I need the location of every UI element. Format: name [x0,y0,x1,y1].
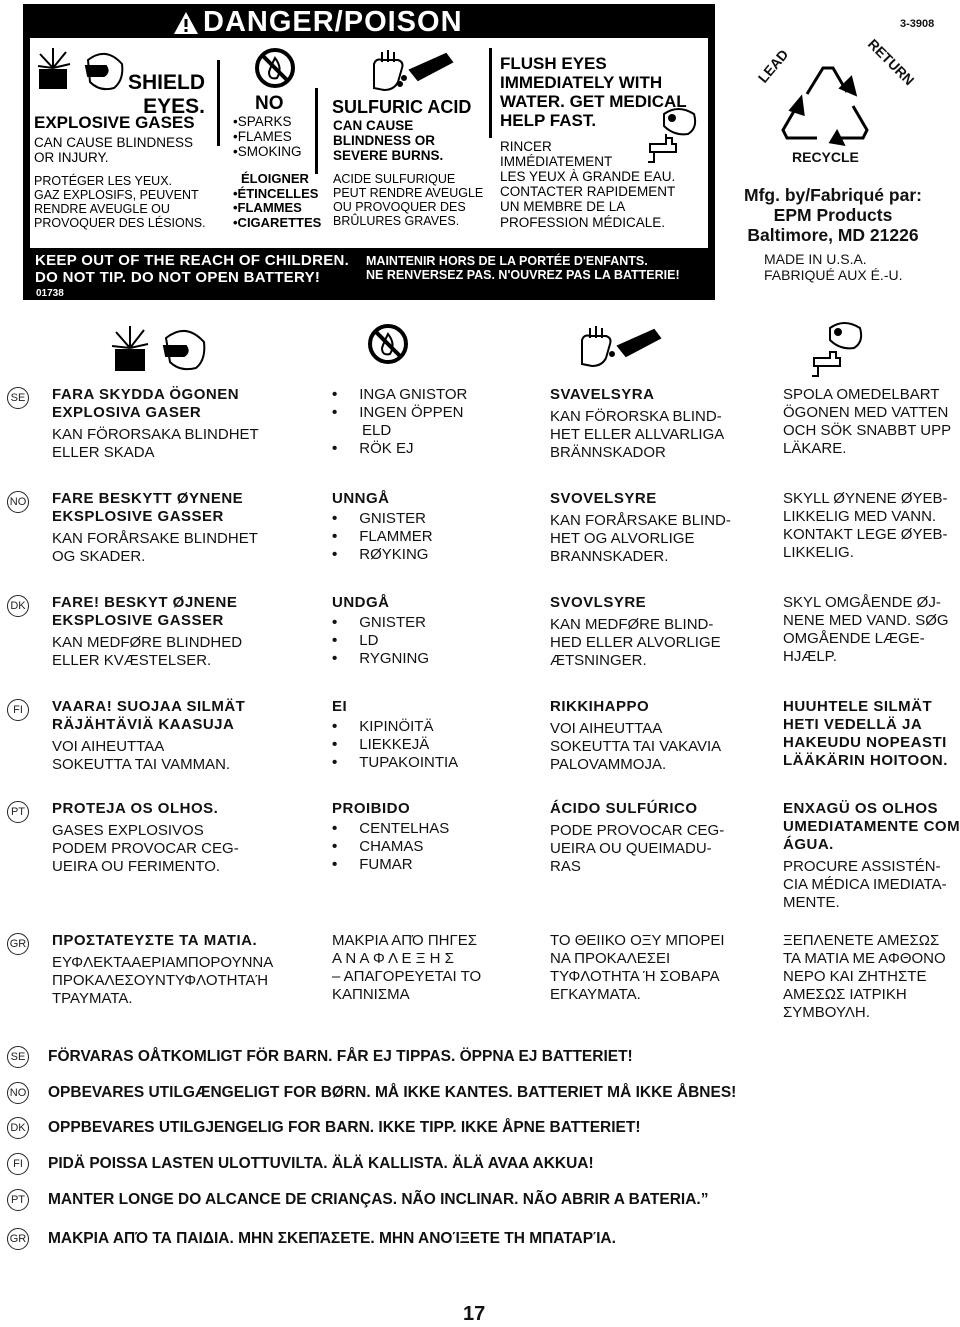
row-dk-col-2 [332,594,429,668]
list-item: • GNISTER [332,614,429,632]
cell-text: ΤΑ ΜΑΤΙΑ ΜΕ ΑΦΘΟΝΟ [783,950,946,967]
cell-text: ÆTSNINGER. [550,652,647,669]
cell-text: VOI AIHEUTTAA [550,720,663,737]
language-code-badge: FI [7,1153,29,1175]
row-fi-col-2 [332,698,458,772]
cell-heading: ENXAGÜ OS OLHOS [783,800,939,817]
cell-text: LIKKELIG. [783,544,854,561]
return-text: RETURN [864,35,918,89]
keep-away-text: PIDÄ POISSA LASTEN ULOTTUVILTA. ÄLÄ KALLISTA. ÄLÄ AVAA AKKUA! [48,1155,594,1172]
row-se-col-4 [783,386,951,458]
list-item: • KIPINÖITÄ [332,718,458,736]
row-pt-col-3 [550,800,724,876]
cell-heading: RIKKIHAPPO [550,698,650,715]
cell-text: ΞΕΠΛΕΝΕΤΕ ΑΜΕΣΩΣ [783,932,940,949]
label-white-panel [30,38,708,248]
cell-text: ΕΓΚΑΥΜΑΤΑ. [550,986,641,1003]
list-item: • LIEKKEJÄ [332,736,458,754]
cell-heading: SVAVELSYRA [550,386,655,403]
list-item: • FLAMMER [332,528,433,546]
column-divider [489,48,492,138]
row-se-col-1 [52,386,259,462]
cell-text: OG SKADER. [52,548,146,565]
danger-title: DANGER/POISON [203,6,463,38]
language-code-badge: PT [7,801,29,823]
row-fi-col-1 [52,698,245,774]
list-item: – ΑΠΑΓΟΡΕΥΕΤΑΙ ΤΟ [332,968,482,985]
column-divider [315,88,318,174]
shield-eyes-title: SHIELD EYES. [127,71,205,118]
list-item: • FUMAR [332,856,449,874]
cell-text: SKYL OMGÅENDE ØJ- [783,594,941,611]
cell-text: ΣΥΜΒΟΥΛΗ. [783,1004,870,1021]
cell-heading: HUUHTELE SILMÄT [783,698,933,715]
cell-heading: SVOVLSYRE [550,594,647,611]
cell-text: NENE MED VAND. SØG [783,612,949,629]
cell-heading: UMEDIATAMENTE COM [783,818,960,835]
list-item: • INGEN ÖPPEN [332,404,467,422]
cell-text: ΤΥΦΛΟΤΗΤΑ Ή ΣΟΒΑΡΑ [550,968,720,985]
row-pt-col-2 [332,800,449,874]
cell-text: PODEM PROVOCAR CEG- [52,840,239,857]
list-item: ELD [362,422,392,439]
keep-away-text: MANTER LONGE DO ALCANCE DE CRIANÇAS. NÃO INCLINAR. NÃO ABRIR A BATERIA.” [48,1191,709,1208]
language-code-badge: PT [7,1189,29,1211]
language-code-badge: GR [7,933,29,955]
list-item: • RÖK EJ [332,440,467,458]
danger-label [23,4,715,300]
cell-text: KAN MEDFØRE BLINDHED [52,634,243,651]
cell-text: KAN FÖRORSKA BLIND- [550,408,722,425]
row-gr-col-3 [550,932,725,1004]
cell-heading: FARA SKYDDA ÖGONEN [52,386,240,403]
row-no-col-2 [332,490,433,564]
flush-eyes-title: FLUSH EYES IMMEDIATELY WITH WATER. GET MEDICAL HELP FAST. [500,54,687,131]
cell-text: ΤΡΑΥΜΑΤΑ. [52,990,133,1007]
cell-heading: FARE! BESKYT ØJNENE [52,594,238,611]
cell-text: ELLER SKADA [52,444,155,461]
cell-text: OMGÅENDE LÆGE- [783,630,925,647]
cell-text: ELLER KVÆSTELSER. [52,652,212,669]
made-in: MADE IN U.S.A. FABRIQUÉ AUX É.-U. [764,251,903,284]
cell-text: SKYLL ØYNENE ØYEB- [783,490,948,507]
flush-body-fr: RINCER IMMÉDIATEMENT LES YEUX À GRANDE EAU. CONTACTER RAPIDEMENT UN MEMBRE DE LA PROFESSION MÉDICALE. [500,139,676,230]
no-flame-icon [366,322,410,366]
cell-text: ΑΜΕΣΩΣ ΙΑΤΡΙΚΗ [783,986,907,1003]
cell-text: CIA MÉDICA IMEDIATA- [783,876,947,893]
cell-text: UEIRA OU QUEIMADU- [550,840,712,857]
list-item: • RYGNING [332,650,429,668]
cell-text: ΕΥΦΛΕΚΤΑΑΕΡΙΑΜΠΟΡΟΥΝΝΑ [52,954,274,971]
row-no-col-4 [783,490,948,562]
list-item: • GNISTER [332,510,433,528]
language-code-badge: GR [7,1228,29,1250]
list-item: • CENTELHAS [332,820,449,838]
language-code-badge: DK [7,595,29,617]
explosion-eye-shield-icon [36,44,126,92]
cell-text: HED ELLER ALVORLIGE [550,634,721,651]
row-se-col-3 [550,386,724,462]
cell-heading: HETI VEDELLÄ JA [783,716,923,733]
cell-heading: RÄJÄHTÄVIÄ KAASUJA [52,716,235,733]
cell-text: PROCURE ASSISTÉN- [783,858,941,875]
language-code-badge: NO [7,1082,29,1104]
cell-text: ΝΑ ΠΡΟΚΑΛΕΣΕΙ [550,950,671,967]
cell-heading: VAARA! SUOJAA SILMÄT [52,698,246,715]
acid-body-en: CAN CAUSE BLINDNESS OR SEVERE BURNS. [333,118,444,164]
cell-text: RAS [550,858,581,875]
row-se-col-2 [332,386,467,458]
eyes-body-fr: PROTÉGER LES YEUX. GAZ EXPLOSIFS, PEUVENT RENDRE AVEUGLE OU PROVOQUER DES LÉSIONS. [34,174,206,230]
keep-away-text: OPPBEVARES UTILGJENGELIG FOR BARN. IKKE TIPP. IKKE ÅPNE BATTERIET! [48,1119,641,1136]
keep-away-text: OPBEVARES UTILGÆNGELIGT FOR BØRN. MÅ IKKE KANTES. BATTERIET MÅ IKKE ÅBNES! [48,1084,737,1101]
no-items-en: •SPARKS •FLAMES •SMOKING [233,114,302,160]
list-item: • RØYKING [332,546,433,564]
list-item: ΚΑΠΝΙΣΜΑ [332,986,410,1003]
lead-text: LEAD [754,46,792,86]
no-items-fr: ÉLOIGNER •ÉTINCELLES •FLAMMES •CIGARETTES [233,171,322,230]
cell-text: ΝΕΡΟ ΚΑΙ ΖΗΤΗΣΤΕ [783,968,927,985]
row-pt-col-4 [783,800,960,912]
cell-heading: EKSPLOSIVE GASSER [52,612,224,629]
row-no-col-1 [52,490,258,566]
page-number: 17 [463,1303,486,1325]
keep-away-text: ΜΑΚΡΙΑ ΑΠΌ ΤΑ ΠΑΙΔΙΑ. ΜΗΝ ΣΚΕΠΆΣΕΤΕ. ΜΗΝ ΑΝΟΊΞΕΤΕ ΤΗ ΜΠΑΤΑΡΊΑ. [48,1230,616,1247]
label-part-number: 01738 [36,288,64,299]
row-dk-col-1 [52,594,242,670]
cell-heading: EKSPLOSIVE GASSER [52,508,224,525]
acid-body-fr: ACIDE SULFURIQUE PEUT RENDRE AVEUGLE OU PROVOQUER DES BRÛLURES GRAVES. [333,172,484,228]
no-flame-icon [253,46,297,90]
list-item: • CHAMAS [332,838,449,856]
cell-text: PALOVAMMOJA. [550,756,667,773]
recycle-text: RECYCLE [792,149,859,165]
cell-text: HET ELLER ALLVARLIGA [550,426,725,443]
cell-heading: UNNGÅ [332,490,390,507]
acid-pour-hand-icon [370,44,460,94]
cell-heading: SVOVELSYRE [550,490,657,507]
eyes-body-en: CAN CAUSE BLINDNESS OR INJURY. [34,135,194,166]
cell-heading: ÁCIDO SULFÚRICO [550,800,698,817]
list-item: Α Ν Α Φ Λ Ε Ξ Η Σ [332,950,454,967]
language-code-badge: FI [7,699,29,721]
cell-text: BRANNSKADER. [550,548,669,565]
explosion-eye-shield-icon [110,320,210,376]
row-fi-col-4 [783,698,948,770]
cell-text: BRÄNNSKADOR [550,444,666,461]
row-fi-col-3 [550,698,721,774]
cell-text: VOI AIHEUTTAA [52,738,165,755]
cell-text: KONTAKT LEGE ØYEB- [783,526,948,543]
language-code-badge: SE [7,1046,29,1068]
keep-out-en: KEEP OUT OF THE REACH OF CHILDREN. DO NOT TIP. DO NOT OPEN BATTERY! [35,252,350,286]
language-code-badge: DK [7,1117,29,1139]
cell-text: HJÆLP. [783,648,837,665]
cell-heading: EXPLOSIVA GASER [52,404,202,421]
cell-text: UEIRA OU FERIMENTO. [52,858,221,875]
keep-out-fr: MAINTENIR HORS DE LA PORTÉE D'ENFANTS. NE RENVERSEZ PAS. N'OUVREZ PAS LA BATTERIE! [366,254,680,282]
cell-text: ΤΟ ΘΕΙΙΚΟ ΟΞΥ ΜΠΟΡΕΙ [550,932,725,949]
cell-text: KAN FORÅRSAKE BLIND- [550,512,731,529]
cell-text: KAN MEDFØRE BLIND- [550,616,714,633]
cell-text: KAN FÖRORSAKA BLINDHET [52,426,259,443]
cell-text: SPOLA OMEDELBART [783,386,940,403]
warning-triangle-icon [173,11,199,35]
cell-text: PODE PROVOCAR CEG- [550,822,725,839]
row-dk-col-4 [783,594,949,666]
cell-text: KAN FORÅRSAKE BLINDHET [52,530,258,547]
cell-heading: FARE BESKYTT ØYNENE [52,490,244,507]
language-code-badge: NO [7,491,29,513]
cell-heading: HAKEUDU NOPEASTI [783,734,947,751]
language-code-badge: SE [7,387,29,409]
eye-wash-faucet-icon [808,318,868,380]
list-item: ΜΑΚΡΙΑ ΑΠΌ ΠΗΓΕΣ [332,932,478,949]
row-gr-col-1 [52,932,273,1008]
cell-text: MENTE. [783,894,840,911]
recycle-panel [722,6,960,302]
row-gr-col-4 [783,932,946,1022]
row-no-col-3 [550,490,731,566]
cell-text: SOKEUTTA TAI VAKAVIA [550,738,722,755]
cell-text: LÄKARE. [783,440,847,457]
cell-text: GASES EXPLOSIVOS [52,822,204,839]
explosive-gases-heading: EXPLOSIVE GASES [34,113,195,132]
cell-text: OCH SÖK SNABBT UPP [783,422,952,439]
list-item: • LD [332,632,429,650]
no-title: NO [255,93,284,114]
cell-heading: ÁGUA. [783,836,834,853]
list-item: • INGA GNISTOR [332,386,467,404]
keep-away-text: FÖRVARAS OÅTKOMLIGT FÖR BARN. FÅR EJ TIPPAS. ÖPPNA EJ BATTERIET! [48,1048,633,1065]
cell-heading: PROIBIDO [332,800,411,817]
row-dk-col-3 [550,594,721,670]
recycle-arrows-icon [777,58,877,146]
cell-heading: PROTEJA OS OLHOS. [52,800,219,817]
cell-heading: UNDGÅ [332,594,390,611]
row-gr-col-2 [332,932,481,1004]
label-code: 3-3908 [900,18,935,30]
manufacturer-info: Mfg. by/Fabriqué par: EPM Products Baltimore, MD 21226 [744,185,922,246]
acid-pour-hand-icon [578,318,668,370]
row-pt-col-1 [52,800,239,876]
cell-text: HET OG ALVORLIGE [550,530,695,547]
cell-text: ÖGONEN MED VATTEN [783,404,949,421]
cell-text: SOKEUTTA TAI VAMMAN. [52,756,231,773]
column-divider [217,60,220,146]
cell-heading: LÄÄKÄRIN HOITOON. [783,752,948,769]
cell-text: ΠΡΟΚΑΛΕΣΟΥΝΤΥΦΛΟΤΗΤΑΉ [52,972,269,989]
cell-heading: EI [332,698,348,715]
list-item: • TUPAKOINTIA [332,754,458,772]
cell-heading: ΠΡΟΣΤΑΤΕΥΣΤΕ ΤΑ ΜΑΤΙΑ. [52,932,258,949]
sulfuric-acid-title: SULFURIC ACID [332,97,472,117]
cell-text: LIKKELIG MED VANN. [783,508,937,525]
